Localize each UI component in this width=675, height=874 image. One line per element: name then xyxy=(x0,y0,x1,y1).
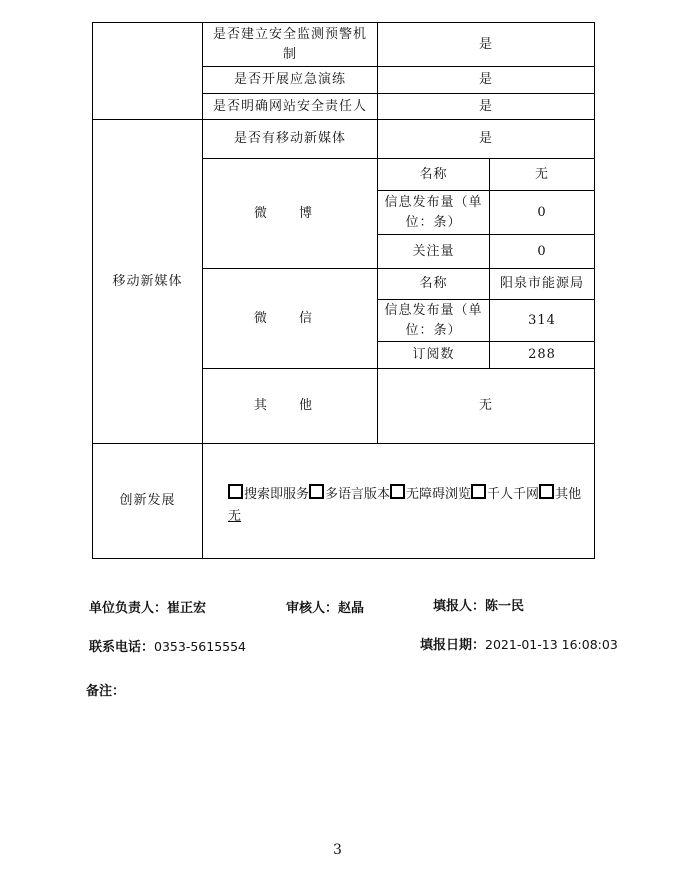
wechat-name-value: 阳泉市能源局 xyxy=(499,276,584,291)
checkbox-icon xyxy=(309,484,324,499)
checkbox-icon xyxy=(228,484,243,499)
has-mobile-value: 是 xyxy=(478,131,493,146)
reviewer: 审核人：赵晶 xyxy=(286,601,365,616)
weibo-name-value: 无 xyxy=(534,166,549,182)
row-value-monitoring: 是 xyxy=(478,36,493,52)
option-search-service[interactable]: 搜索即服务 xyxy=(228,487,309,502)
weibo-posts-value: 0 xyxy=(537,204,547,220)
wechat-posts-value: 314 xyxy=(528,312,556,328)
weibo-label: 微 博 xyxy=(253,205,327,221)
wechat-posts-label: 信息发布量（单位：条） xyxy=(384,302,483,338)
wechat-label: 微 信 xyxy=(253,310,327,326)
innovation-options xyxy=(228,484,581,505)
phone: 联系电话：0353-5615554 xyxy=(89,639,247,655)
other-value: 无 xyxy=(478,398,493,413)
checkbox-icon xyxy=(390,484,405,499)
section-label-mobile-media: 移动新媒体 xyxy=(112,273,183,289)
unit-head-name: 崔正宏 xyxy=(167,601,207,616)
option-multilingual[interactable]: 多语言版本 xyxy=(309,487,390,502)
has-mobile-label: 是否有移动新媒体 xyxy=(233,131,346,146)
page-number: 3 xyxy=(333,842,342,858)
row-value-responsible: 是 xyxy=(478,98,493,114)
remarks-label: 备注： xyxy=(86,684,126,699)
innovation-note: 无 xyxy=(228,509,242,524)
row-label-drill: 是否开展应急演练 xyxy=(233,72,346,87)
row-label-responsible: 是否明确网站安全责任人 xyxy=(212,98,367,114)
checkbox-icon xyxy=(471,484,486,499)
innovation-label: 创新发展 xyxy=(119,493,176,508)
weibo-follow-value: 0 xyxy=(537,243,547,259)
fill-date-value: 2021-01-13 16:08:03 xyxy=(485,637,618,652)
weibo-posts-label: 信息发布量（单位：条） xyxy=(384,194,483,230)
option-accessibility[interactable]: 无障碍浏览 xyxy=(390,487,471,502)
weibo-name-label: 名称 xyxy=(419,166,448,182)
other-label: 其 他 xyxy=(253,398,327,413)
phone-number: 0353-5615554 xyxy=(154,639,247,654)
row-value-drill: 是 xyxy=(478,72,493,87)
row-label-monitoring: 是否建立安全监测预警机制 xyxy=(212,26,367,62)
fill-date: 填报日期：2021-01-13 16:08:03 xyxy=(420,637,618,653)
weibo-follow-label: 关注量 xyxy=(412,243,455,259)
wechat-subs-label: 订阅数 xyxy=(412,347,455,362)
reviewer-name: 赵晶 xyxy=(338,601,365,616)
wechat-name-label: 名称 xyxy=(419,276,448,291)
filler-name: 陈一民 xyxy=(485,599,525,614)
checkbox-icon xyxy=(539,484,554,499)
wechat-subs-value: 288 xyxy=(528,347,556,362)
option-other[interactable]: 其他 xyxy=(539,487,581,502)
unit-head: 单位负责人：崔正宏 xyxy=(89,601,207,616)
filler: 填报人：陈一民 xyxy=(433,599,525,614)
option-personalized[interactable]: 千人千网 xyxy=(471,487,539,502)
